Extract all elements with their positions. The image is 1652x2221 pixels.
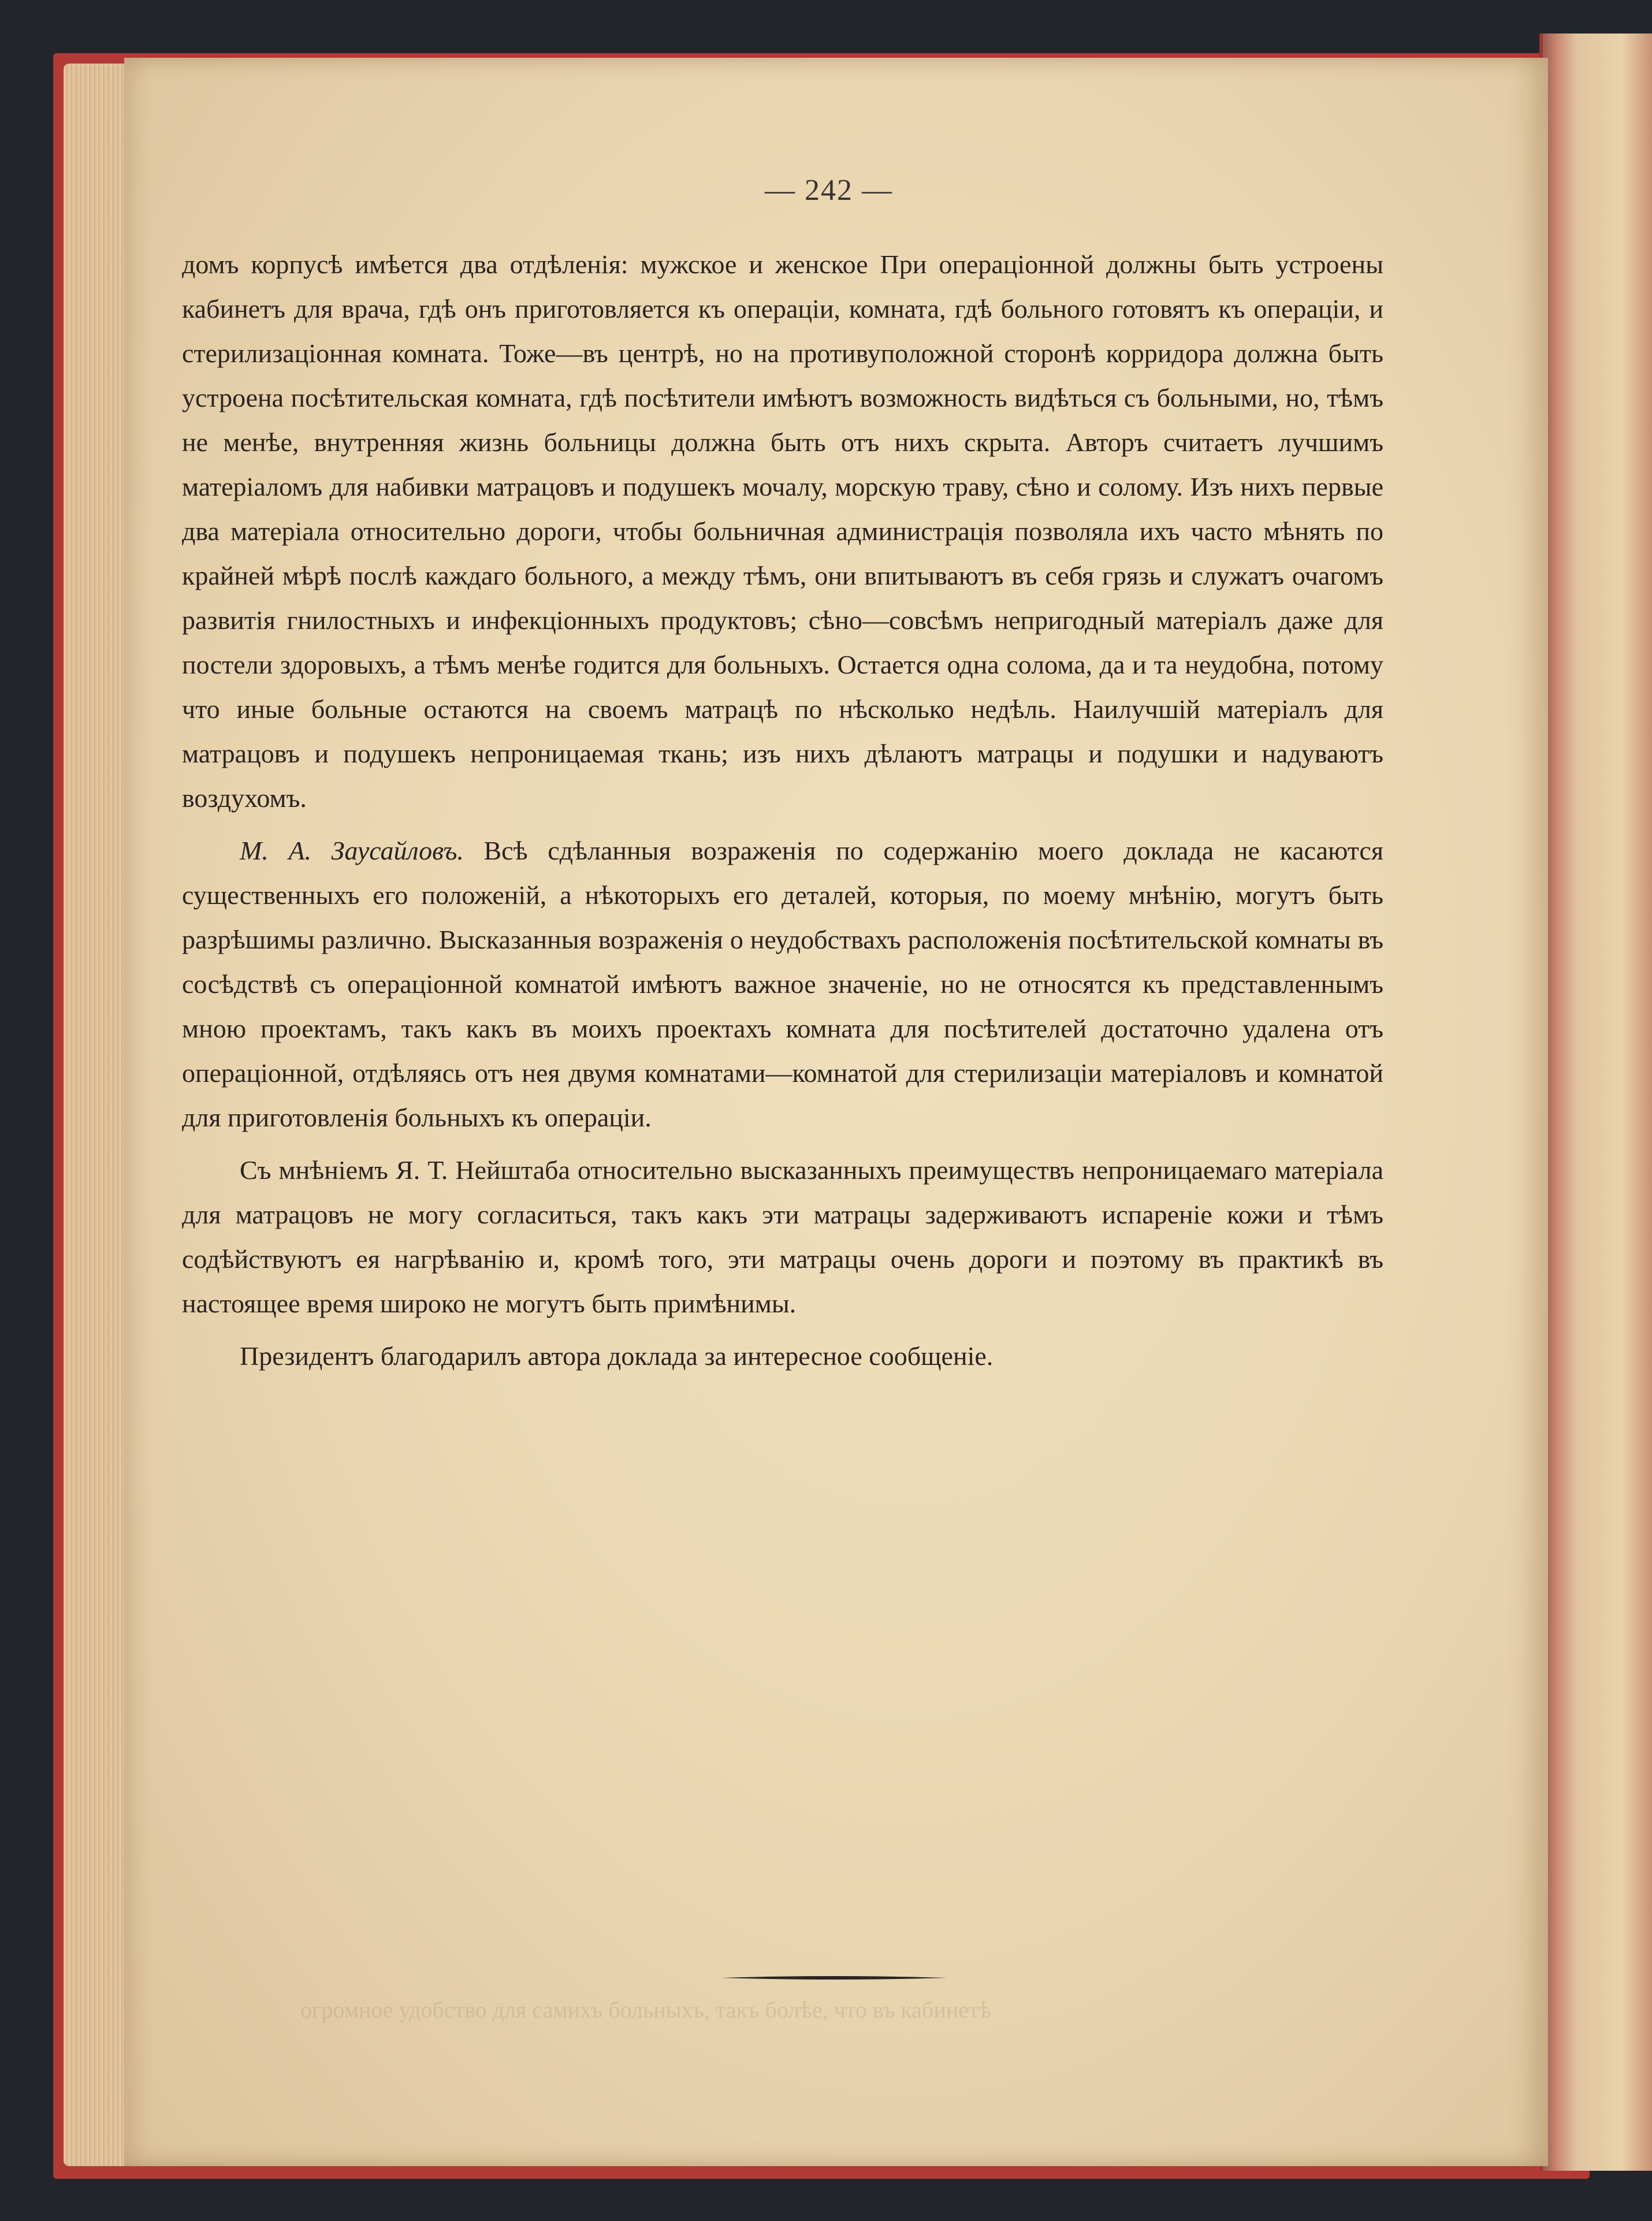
paragraph-2 <box>182 828 1383 1140</box>
page-stack-edge <box>64 64 133 2166</box>
paragraph-1: домъ корпусѣ имѣется два отдѣленія: мужское и женское При операціонной должны быть устроены кабинетъ для врача, гдѣ онъ приготовляется къ операціи, комната, гдѣ больного готовятъ къ операціи, и стерилизаціонная комната. Тоже—въ центрѣ, но на противуположной сторонѣ корридора должна быть устроена посѣтительская комната, гдѣ посѣтители имѣютъ возможность видѣться съ больными, но, тѣмъ не менѣе, внутренняя жизнь больницы должна быть отъ нихъ скрыта. Авторъ считаетъ лучшимъ матеріаломъ для набивки матрацовъ и подушекъ мочалу, морскую траву, сѣно и солому. Изъ нихъ первые два матеріала относительно дороги, чтобы больничная администрація позволяла ихъ часто мѣнять по крайней мѣрѣ послѣ каждаго больного, а между тѣмъ, они впитываютъ въ себя грязь и служатъ очагомъ развитія гнилостныхъ и инфекціонныхъ продуктовъ; сѣно—совсѣмъ непригодный матеріалъ даже для постели здоровыхъ, а тѣмъ менѣе годится для больныхъ. Остается одна солома, да и та неудобна, потому что иные больные остаются на своемъ матрацѣ по нѣсколько недѣль. Наилучшій матеріалъ для матрацовъ и подушекъ непроницаемая ткань; изъ нихъ дѣлаютъ матрацы и подушки и надуваютъ воздухомъ. <box>182 250 1383 813</box>
paragraph-2-text: Всѣ сдѣланныя возраженія по содержанію моего доклада не касаются существенныхъ его положеній, а нѣкоторыхъ его деталей, которыя, по моему мнѣнію, могутъ быть разрѣшимы различно. Высказанныя возраженія о неудобствахъ расположенія посѣтительской комнаты въ сосѣдствѣ съ операціонной комнатой имѣютъ важное значеніе, но не относятся къ представленнымъ мною проектамъ, такъ какъ въ моихъ проектахъ комната для посѣтителей достаточно удалена отъ операціонной, отдѣляясь отъ нея двумя комнатами—комнатой для стерилизаціи матеріаловъ и комнатой для приготовленія больныхъ къ операціи. <box>182 836 1383 1132</box>
book-right-edge <box>1539 34 1652 2171</box>
paragraph-4: Президентъ благодарилъ автора доклада за интересное сообщеніе. <box>240 1341 994 1371</box>
page-content <box>182 173 1383 1378</box>
page-number: — 242 — <box>765 174 893 207</box>
paragraph-3: Съ мнѣніемъ Я. Т. Нейштаба относительно высказанныхъ преимуществъ непроницаемаго матеріала для матрацовъ не могу согласиться, такъ какъ эти матрацы задерживаютъ испареніе кожи и тѣмъ содѣйствуютъ ея нагрѣванію и, кромѣ того, эти матрацы очень дороги и поэтому въ практикѣ въ настоящее время широко не могутъ быть примѣнимы. <box>182 1155 1383 1318</box>
bleed-through-text: огромное удобство для самихъ больныхъ, такъ болѣе, что въ кабинетѣ <box>300 1997 992 2023</box>
speaker-name: М. А. Заусайловъ. <box>240 836 464 865</box>
section-separator <box>722 1976 947 1980</box>
